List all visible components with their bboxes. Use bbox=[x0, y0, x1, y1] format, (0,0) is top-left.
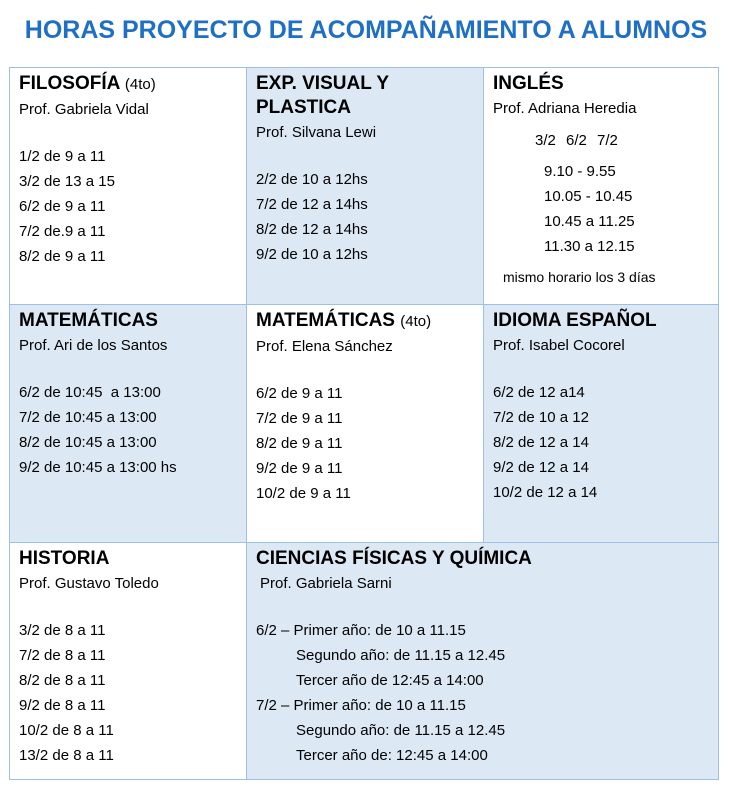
schedule-line: 7/2 – Primer año: de 10 a 11.15 bbox=[256, 697, 466, 714]
schedule-note: mismo horario los 3 días bbox=[503, 269, 656, 285]
schedule-line: 8/2 de 12 a 14hs bbox=[256, 221, 368, 238]
subject-title: MATEMÁTICAS bbox=[19, 310, 158, 331]
schedule-line: 6/2 de 9 a 11 bbox=[19, 198, 106, 215]
schedule-line: 7/2 de 12 a 14hs bbox=[256, 196, 368, 213]
schedule-line: 6/2 de 12 a14 bbox=[493, 384, 585, 401]
time-slot: 9.10 - 9.55 bbox=[544, 163, 616, 180]
grid-divider bbox=[483, 68, 484, 543]
schedule-line: 7/2 de 9 a 11 bbox=[256, 410, 343, 427]
cell-visual bbox=[247, 68, 483, 304]
time-slot: 10.05 - 10.45 bbox=[544, 188, 633, 205]
grid-divider bbox=[10, 304, 718, 305]
cell-matematicas-2 bbox=[247, 305, 483, 542]
schedule-line: 9/2 de 10:45 a 13:00 hs bbox=[19, 459, 177, 476]
cell-filosofia bbox=[10, 68, 246, 304]
professor-name: Prof. Elena Sánchez bbox=[256, 338, 393, 355]
subject-title: IDIOMA ESPAÑOL bbox=[493, 310, 657, 331]
schedule-line: 9/2 de 10 a 12hs bbox=[256, 246, 368, 263]
schedule-line: Segundo año: de 11.15 a 12.45 bbox=[296, 722, 506, 739]
schedule-line: Tercer año de: 12:45 a 14:00 bbox=[296, 747, 488, 764]
cell-ciencias bbox=[247, 543, 718, 779]
cell-ingles bbox=[484, 68, 718, 304]
schedule-line: 7/2 de 10 a 12 bbox=[493, 409, 589, 426]
subject-title: INGLÉS bbox=[493, 73, 564, 94]
schedule-line: Segundo año: de 11.15 a 12.45 bbox=[296, 647, 506, 664]
subject-title: EXP. VISUAL Y bbox=[256, 73, 390, 94]
subject-title: MATEMÁTICAS (4to) bbox=[256, 310, 432, 331]
schedule-line: Tercer año de 12:45 a 14:00 bbox=[296, 672, 484, 689]
professor-name: Prof. Ari de los Santos bbox=[19, 337, 168, 354]
schedule-line: 10/2 de 9 a 11 bbox=[256, 485, 351, 502]
schedule-line: 13/2 de 8 a 11 bbox=[19, 747, 114, 764]
schedule-line: 10/2 de 8 a 11 bbox=[19, 722, 114, 739]
schedule-line: 8/2 de 10:45 a 13:00 bbox=[19, 434, 157, 451]
schedule-line: 1/2 de 9 a 11 bbox=[19, 148, 106, 165]
cell-matematicas-1 bbox=[10, 305, 246, 542]
schedule-line: 7/2 de 8 a 11 bbox=[19, 647, 106, 664]
cell-espanol bbox=[484, 305, 718, 542]
schedule-line: 6/2 de 9 a 11 bbox=[256, 385, 343, 402]
subject-title: CIENCIAS FÍSICAS Y QUÍMICA bbox=[256, 548, 532, 569]
time-slot: 10.45 a 11.25 bbox=[544, 213, 635, 230]
subject-title: HISTORIA bbox=[19, 548, 110, 569]
schedule-line: 3/2 de 8 a 11 bbox=[19, 622, 106, 639]
schedule-line: 9/2 de 12 a 14 bbox=[493, 459, 589, 476]
subject-title-line2: PLASTICA bbox=[256, 97, 351, 118]
schedule-line: 6/2 – Primer año: de 10 a 11.15 bbox=[256, 622, 466, 639]
cell-historia bbox=[10, 543, 246, 779]
professor-name: Prof. Gabriela Sarni bbox=[260, 575, 392, 592]
professor-name: Prof. Gustavo Toledo bbox=[19, 575, 159, 592]
schedule-line: 8/2 de 8 a 11 bbox=[19, 672, 106, 689]
subject-note: (4to) bbox=[400, 313, 432, 330]
time-slot: 11.30 a 12.15 bbox=[544, 238, 635, 255]
professor-name: Prof. Isabel Cocorel bbox=[493, 337, 625, 354]
schedule-line: 6/2 de 10:45 a 13:00 bbox=[19, 384, 161, 401]
schedule-line: 9/2 de 8 a 11 bbox=[19, 697, 106, 714]
page-title: HORAS PROYECTO DE ACOMPAÑAMIENTO A ALUMNOS bbox=[24, 16, 708, 44]
schedule-line: 2/2 de 10 a 12hs bbox=[256, 171, 368, 188]
professor-name: Prof. Adriana Heredia bbox=[493, 100, 637, 117]
days-list: 3/2 6/2 7/2 bbox=[535, 132, 618, 149]
grid-divider bbox=[246, 68, 247, 779]
schedule-table bbox=[9, 67, 719, 780]
professor-name: Prof. Silvana Lewi bbox=[256, 124, 377, 141]
schedule-line: 9/2 de 9 a 11 bbox=[256, 460, 343, 477]
professor-name: Prof. Gabriela Vidal bbox=[19, 101, 149, 118]
schedule-line: 8/2 de 12 a 14 bbox=[493, 434, 589, 451]
schedule-line: 8/2 de 9 a 11 bbox=[256, 435, 343, 452]
schedule-line: 8/2 de 9 a 11 bbox=[19, 248, 106, 265]
grid-divider bbox=[10, 542, 718, 543]
schedule-line: 10/2 de 12 a 14 bbox=[493, 484, 598, 501]
subject-note: (4to) bbox=[124, 76, 156, 93]
schedule-line: 3/2 de 13 a 15 bbox=[19, 173, 115, 190]
schedule-line: 7/2 de.9 a 11 bbox=[19, 223, 106, 240]
schedule-line: 7/2 de 10:45 a 13:00 bbox=[19, 409, 157, 426]
subject-title: FILOSOFÍA (4to) bbox=[19, 73, 156, 94]
